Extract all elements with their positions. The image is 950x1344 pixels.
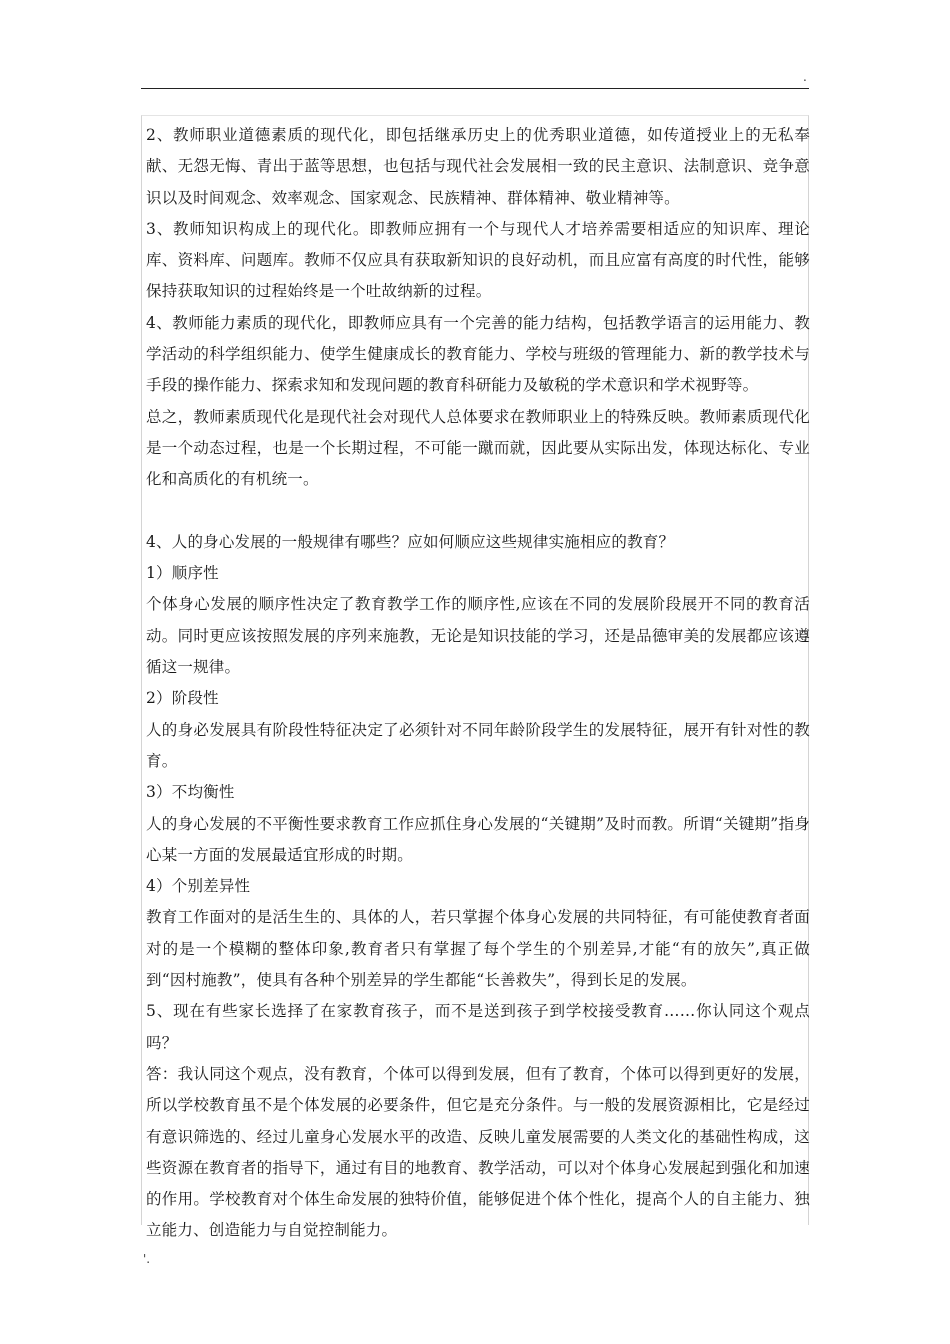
paragraph-stage: 人的身必发展具有阶段性特征决定了必须针对不同年龄阶段学生的发展特征，展开有针对性的教育。	[146, 720, 810, 770]
question-5: 5、现在有些家长选择了在家教育孩子，而不是送到孩子到学校接受教育……你认同这个观点吗？	[146, 1002, 810, 1052]
heading-imbalance: 3）不均衡性	[146, 783, 235, 802]
document-body	[146, 120, 810, 1247]
footer-mark: '.	[143, 1252, 151, 1266]
question-4: 4、人的身心发展的一般规律有哪些？应如何顺应这些规律实施相应的教育？	[146, 532, 675, 551]
paragraph-teacher-knowledge: 3、教师知识构成上的现代化。即教师应拥有一个与现代人才培养需要相适应的知识库、理论库、资料库、问题库。教师不仅应具有获取新知识的良好动机，而且应富有高度的时代性，能够保持获取知识的过程始终是一个吐故纳新的过程。	[146, 219, 810, 301]
paragraph-sequence: 个体身心发展的顺序性决定了教育教学工作的顺序性,应该在不同的发展阶段展开不同的教育活动。同时更应该按照发展的序列来施教，无论是知识技能的学习，还是品德审美的发展都应该遵循这一规律。	[146, 595, 810, 677]
paragraph-teacher-ethics: 2、教师职业道德素质的现代化，即包括继承历史上的优秀职业道德，如传道授业上的无私奉献、无怨无悔、青出于蓝等思想，也包括与现代社会发展相一致的民主意识、法制意识、竞争意识以及时间观念、效率观念、国家观念、民族精神、群体精神、敬业精神等。	[146, 126, 810, 207]
paragraph-spacer	[146, 496, 810, 527]
heading-stage: 2）阶段性	[146, 689, 219, 708]
header-rule	[141, 88, 809, 89]
heading-individual-difference: 4）个别差异性	[146, 877, 251, 896]
paragraph-imbalance: 人的身心发展的不平衡性要求教育工作应抓住身心发展的“关键期”及时而教。所谓“关键期”指身心某一方面的发展最适宜形成的时期。	[146, 814, 810, 864]
paragraph-summary: 总之，教师素质现代化是现代社会对现代人总体要求在教师职业上的特殊反映。教师素质现代化是一个动态过程，也是一个长期过程，不可能一蹴而就，因此要从实际出发，体现达标化、专业化和高质化的有机统一。	[146, 407, 810, 489]
paragraph-teacher-ability: 4、教师能力素质的现代化，即教师应具有一个完善的能力结构，包括教学语言的运用能力、教学活动的科学组织能力、使学生健康成长的教育能力、学校与班级的管理能力、新的教学技术与手段的操作能力、探索求知和发现问题的教育科研能力及敏税的学术意识和学术视野等。	[146, 313, 810, 395]
paragraph-individual-difference: 教育工作面对的是活生生的、具体的人，若只掌握个体身心发展的共同特征，有可能使教育者面对的是一个模糊的整体印象,教育者只有掌握了每个学生的个别差异,才能“有的放矢”,真正做到“因村施教”，使具有各种个别差异的学生都能“长善救失”，得到长足的发展。	[146, 908, 810, 990]
answer-5: 答：我认同这个观点，没有教育，个体可以得到发展，但有了教育，个体可以得到更好的发展，所以学校教育虽不是个体发展的必要条件，但它是充分条件。与一般的发展资源相比，它是经过有意识筛选的、经过儿童身心发展水平的改造、反映儿童发展需要的人类文化的基础性构成，这些资源在教育者的指导下，通过有目的地教育、教学活动，可以对个体身心发展起到强化和加速的作用。学校教育对个体生命发展的独特价值，能够促进个体个性化，提高个人的自主能力、独立能力、创造能力与自觉控制能力。	[146, 1064, 810, 1240]
heading-sequence: 1）顺序性	[146, 564, 219, 583]
header-mark: .	[803, 70, 807, 84]
